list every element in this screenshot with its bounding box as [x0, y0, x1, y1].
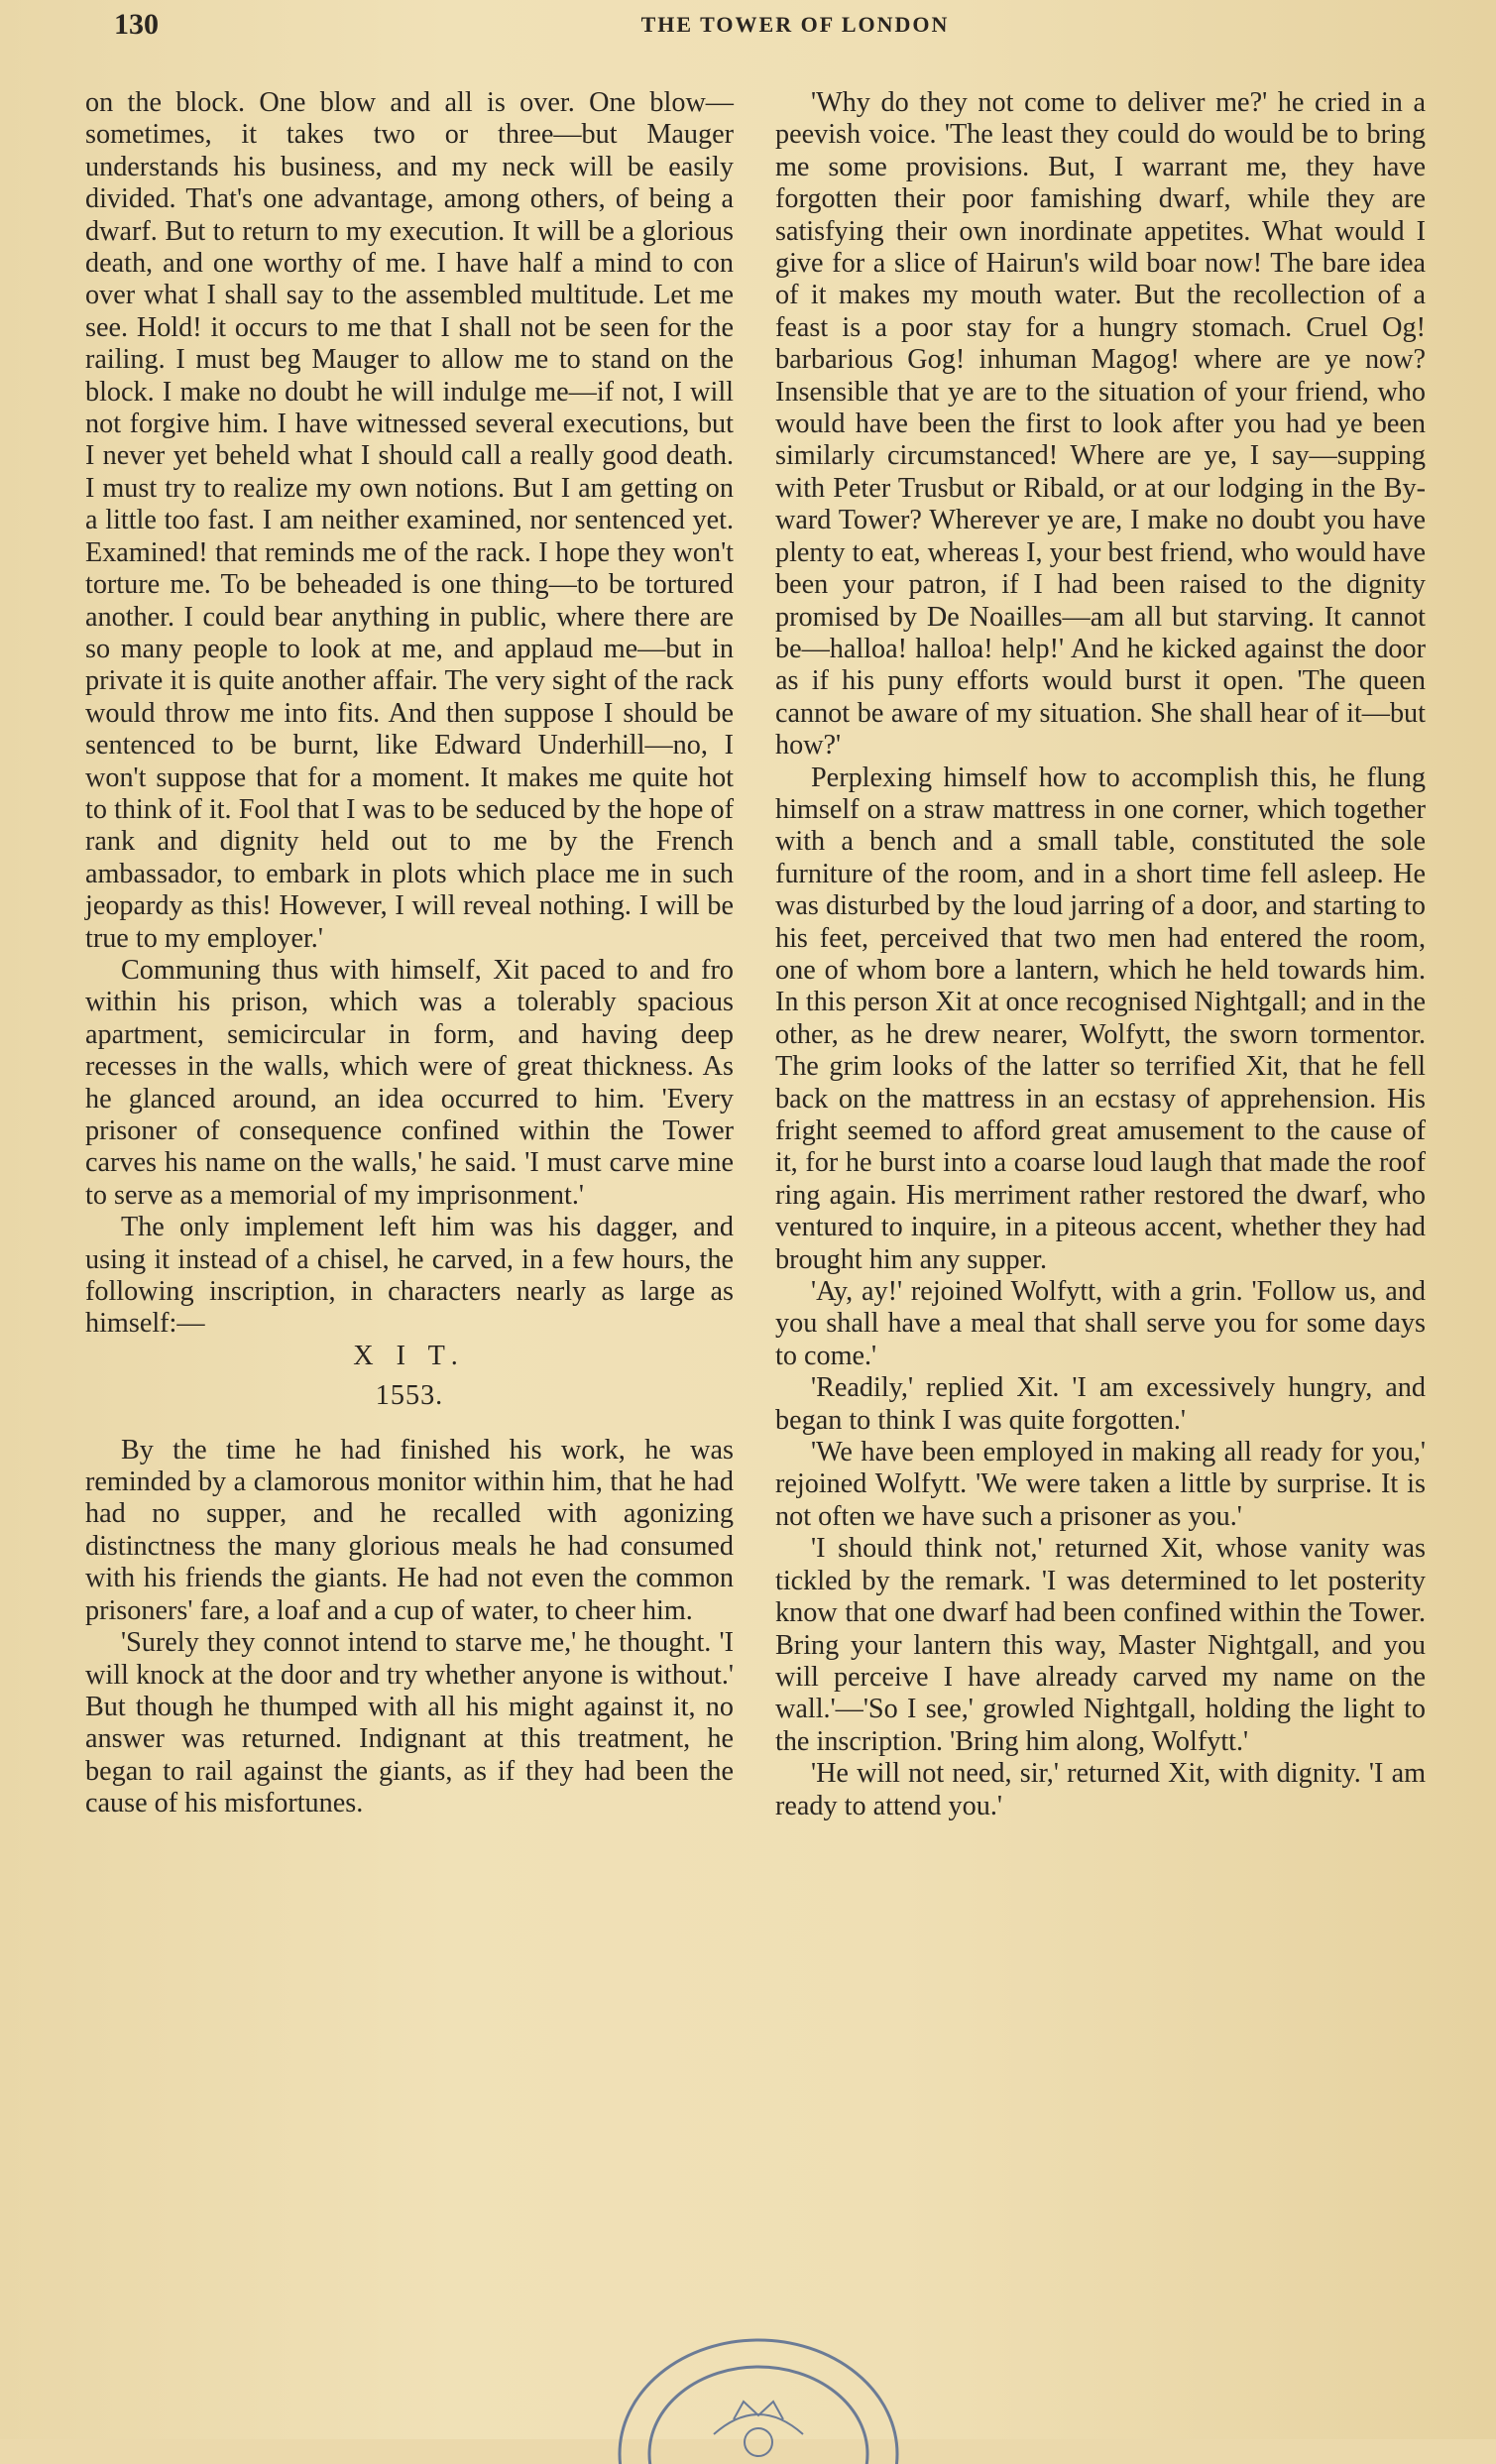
- paragraph: 'Readily,' replied Xit. 'I am excessively hungry, and began to think I was quite forgotten.': [775, 1372, 1426, 1436]
- paragraph: The only implement left him was his dagger, and using it instead of a chisel, he carved, in a few hours, the following inscription, in characters nearly as large as himself:—: [85, 1212, 734, 1340]
- running-title: THE TOWER OF LONDON: [640, 12, 950, 37]
- inscription-year: 1553.: [375, 1380, 444, 1412]
- paragraph: 'He will not need, sir,' returned Xit, with dignity. 'I am ready to attend you.': [775, 1758, 1426, 1821]
- paragraph: on the block. One blow and all is over. One blow—sometimes, it takes two or three—but Mauger understands his business, and my neck will be easily divided. That's one advantage, among others, of being a dwarf. But to return to my execution. It will be a glorious death, and one worthy of me. I have half a mind to con over what I shall say to the assembled multitude. Let me see. Hold! it occurs to me that I shall not be seen for the railing. I must beg Mauger to allow me to stand on the block. I make no doubt he will indulge me—if not, I will not forgive him. I have witnessed several executions, but I never yet beheld what I should call a really good death. I must try to realize my own notions. But I am getting on a little too fast. I am neither examined, nor sentenced yet. Examined! that reminds me of the rack. I hope they won't torture me. To be beheaded is one thing—to be tortured another. I could bear anything in public, where there are so many people to look at me, and applaud me—but in private it is quite another affair. The very sight of the rack would throw me into fits. And then suppose I should be sentenced to be burnt, like Edward Underhill—no, I won't suppose that for a moment. It makes me quite hot to think of it. Fool that I was to be seduced by the hope of rank and dignity held out to me by the French ambassador, to embark in plots which place me in such jeopardy as this! However, I will reveal nothing. I will be true to my employer.': [85, 87, 734, 954]
- paragraph: 'Ay, ay!' rejoined Wolfytt, with a grin. 'Follow us, and you shall have a meal that shall serve you for some days to come.': [775, 1276, 1426, 1371]
- paragraph: 'We have been employed in making all ready for you,' rejoined Wolfytt. 'We were taken a little by surprise. It is not often we have such a prisoner as you.': [775, 1437, 1426, 1532]
- left-column: [85, 87, 734, 1820]
- paragraph: 'I should think not,' returned Xit, whose vanity was tickled by the remark. 'I was determined to let posterity know that one dwarf had been confined within the Tower. Bring your lantern this way, Master Nightgall, and you will perceive I have already carved my name on the wall.'—'So I see,' growled Nightgall, holding the light to the inscription. 'Bring him along, Wolfytt.': [775, 1533, 1426, 1757]
- paragraph: Communing thus with himself, Xit paced to and fro within his prison, which was a tolerably spacious apartment, semicircular in form, and having deep recesses in the walls, which were of great thickness. As he glanced around, an idea occurred to him. 'Every prisoner of consequence confined within the Tower carves his name on the walls,' he said. 'I must carve mine to serve as a memorial of my imprisonment.': [85, 954, 734, 1211]
- page-number: 130: [114, 8, 159, 41]
- paragraph: 'Why do they not come to deliver me?' he cried in a peevish voice. 'The least they could do would be to bring me some provisions. But, I warrant me, they have forgotten their poor famishing dwarf, while they are satisfying their own inordinate appetites. What would I give for a slice of Hairun's wild boar now! The bare idea of it makes my mouth water. But the recollection of a feast is a poor stay for a hungry stomach. Cruel Og! barbarious Gog! inhuman Magog! where are ye now? Insensible that ye are to the situation of your friend, who would have been the first to look after you had ye been similarly circumstanced! Where are ye, I say—supping with Peter Trusbut or Ribald, or at our lodging in the By-ward Tower? Wherever ye are, I make no doubt you have plenty to eat, whereas I, your best friend, who would have been your patron, if I had been raised to the dignity promised by De Noailles—am all but starving. It cannot be—halloa! halloa! help!' And he kicked against the door as if his puny efforts would burst it open. 'The queen cannot be aware of my situation. She shall hear of it—but how?': [775, 87, 1426, 762]
- paragraph: By the time he had finished his work, he was reminded by a clamorous monitor within him, that he had had no supper, and he recalled with agonizing distinctness the many glorious meals he had consumed with his friends the giants. He had not even the common prisoners' fare, a loaf and a cup of water, to cheer him.: [85, 1434, 734, 1626]
- page-header: [114, 8, 1437, 52]
- paragraph: Perplexing himself how to accomplish this, he flung himself on a straw mattress in one corner, which together with a bench and a small table, constituted the sole furniture of the room, and in a short time fell asleep. He was disturbed by the loud jarring of a door, and starting to his feet, perceived that two men had entered the room, one of whom bore a lantern, which he held towards him. In this person Xit at once recognised Nightgall; and in the other, as he drew nearer, Wolfytt, the sworn tormentor. The grim looks of the latter so terrified Xit, that he fell back on the mattress in an ecstasy of apprehension. His fright seemed to afford great amusement to the cause of it, for he burst into a coarse loud laugh that made the roof ring again. His merriment rather restored the dwarf, who ventured to inquire, in a piteous accent, whether they had brought him any supper.: [775, 762, 1426, 1275]
- paragraph: 'Surely they connot intend to starve me,' he thought. 'I will knock at the door and try whether anyone is without.' But though he thumped with all his might against it, no answer was returned. Indignant at this treatment, he began to rail against the giants, as if they had been the cause of his misfortunes.: [85, 1627, 734, 1819]
- inscription-name: X I T.: [353, 1340, 466, 1371]
- library-stamp-icon: [595, 2325, 922, 2464]
- right-column: [775, 87, 1426, 1822]
